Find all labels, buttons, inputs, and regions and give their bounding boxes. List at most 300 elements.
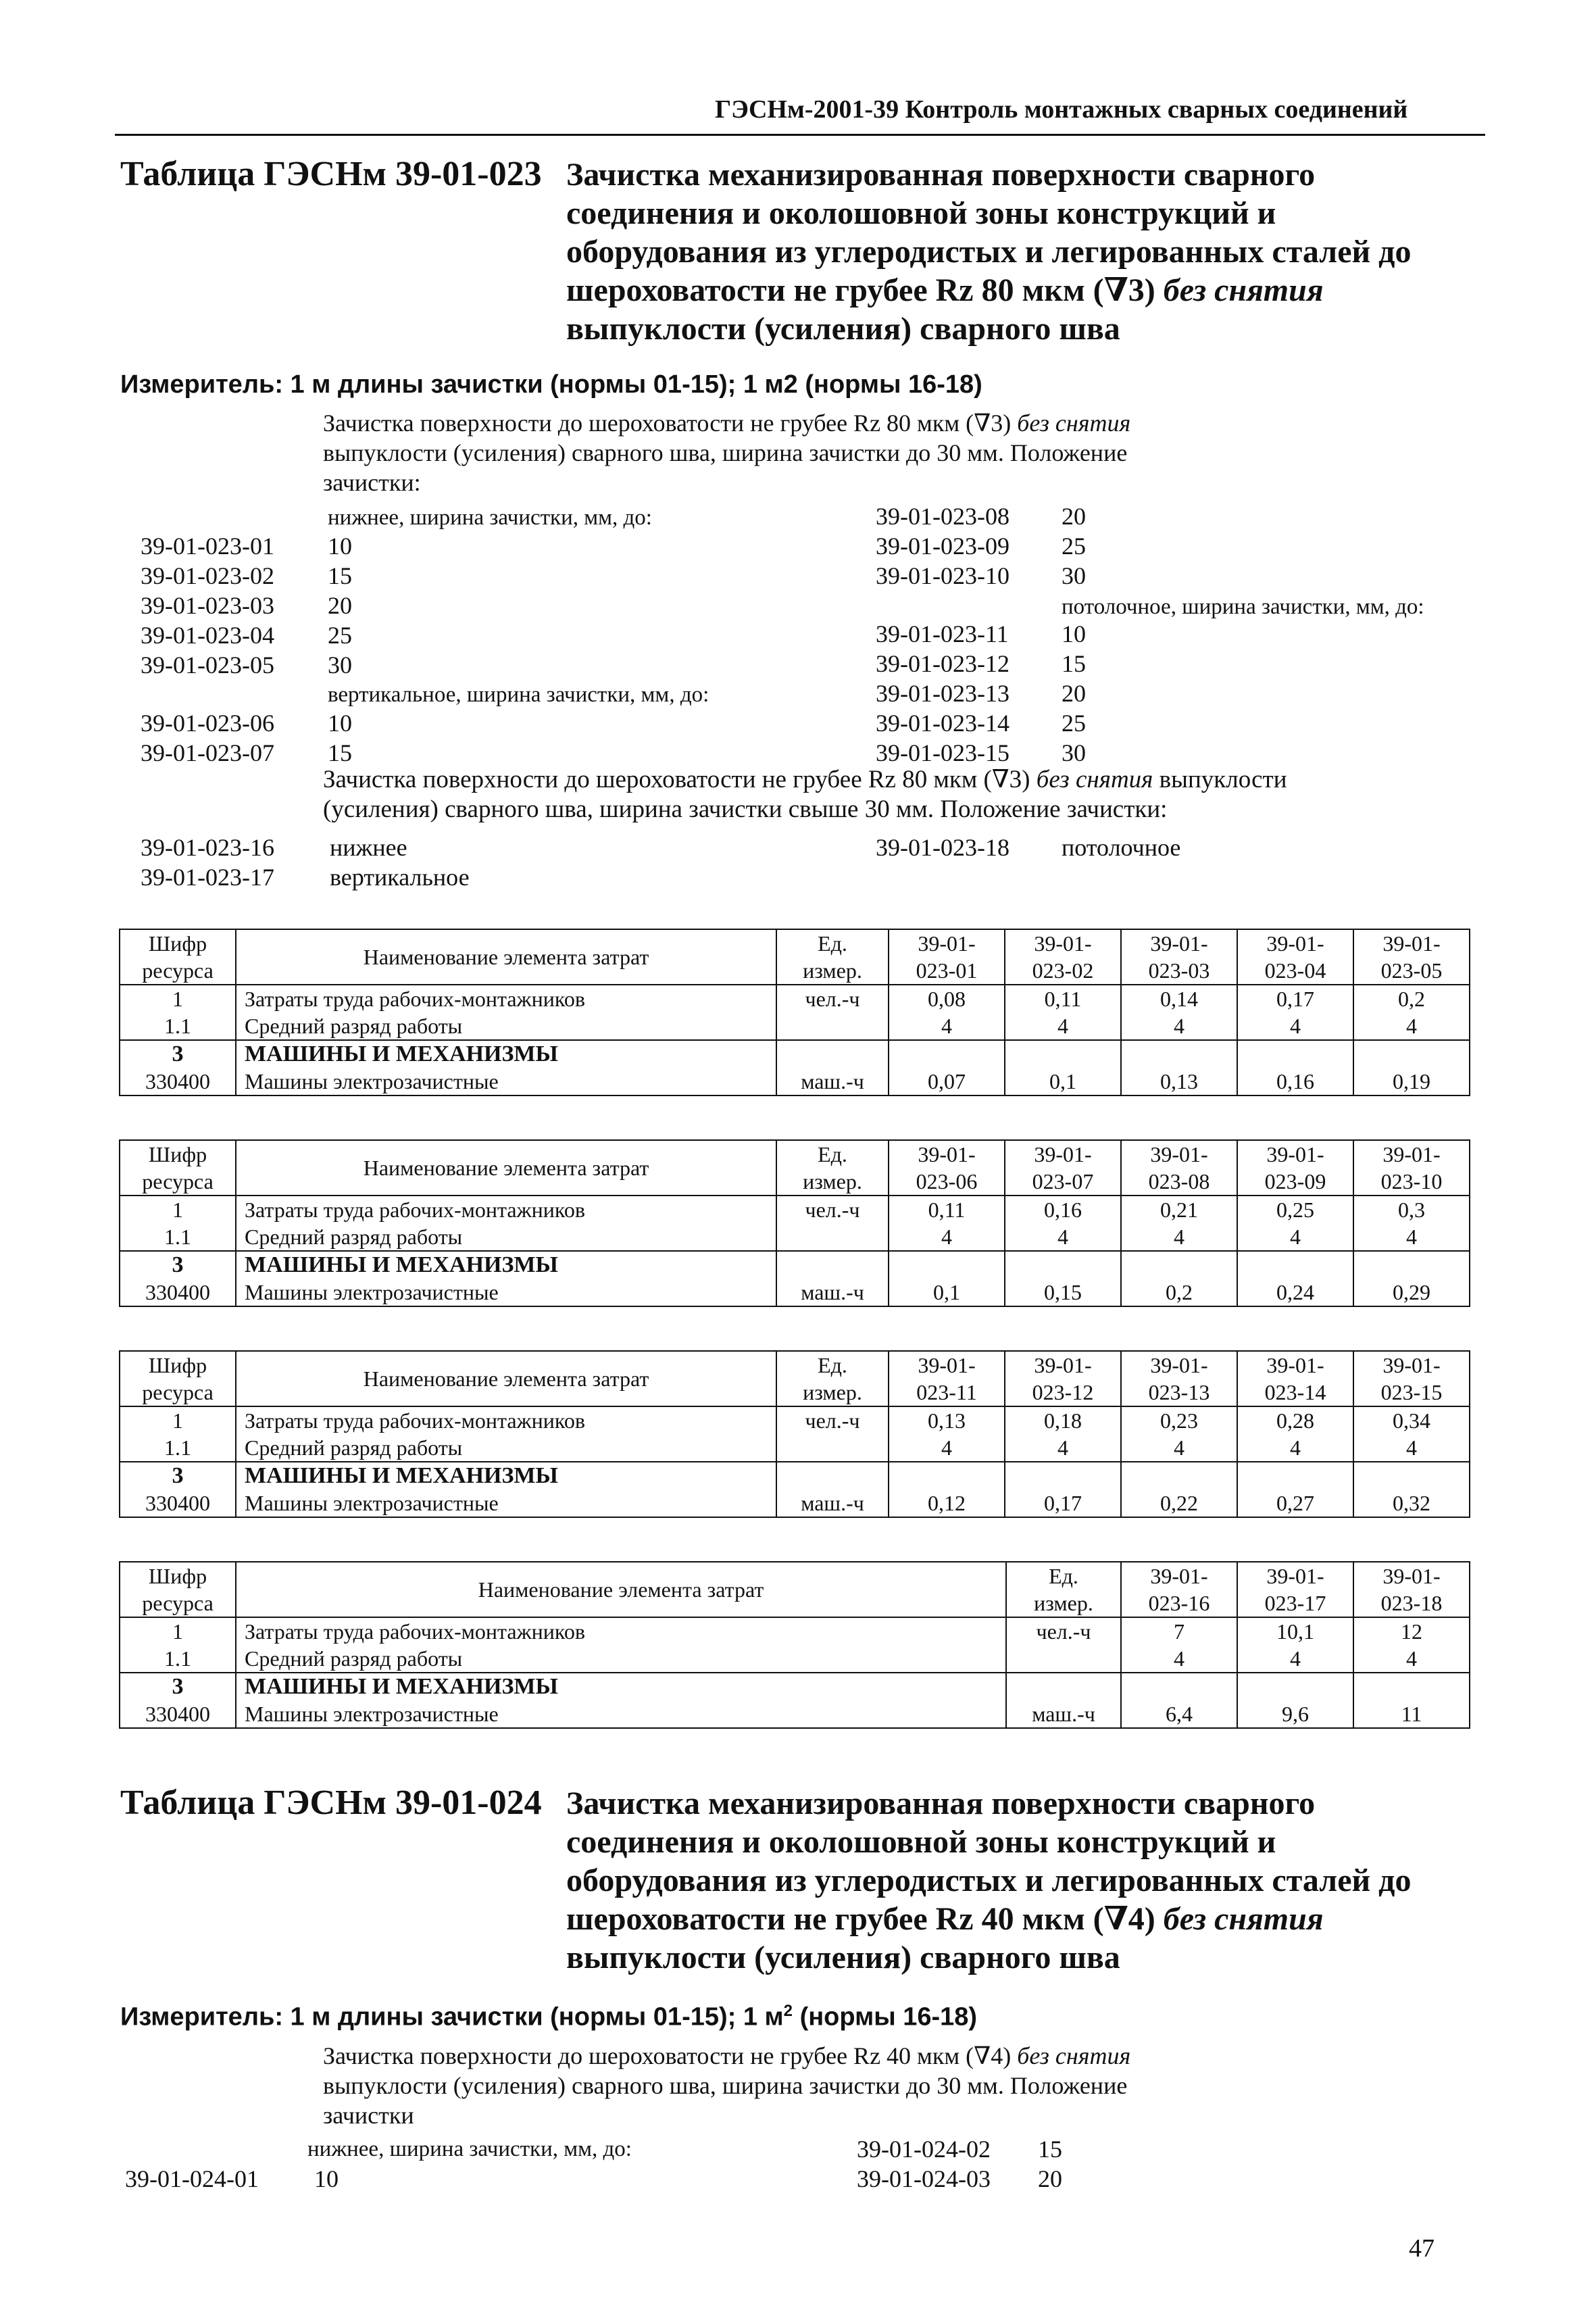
table-cell: 4 (1237, 1434, 1353, 1462)
table-cell (1353, 1040, 1470, 1068)
table-cell (1353, 1673, 1470, 1700)
table-cell: 0,24 (1237, 1279, 1353, 1306)
row-code: 330400 (120, 1279, 236, 1306)
title-line: Зачистка механизированная поверхности сварного (566, 157, 1316, 193)
row-name: МАШИНЫ И МЕХАНИЗМЫ (236, 1040, 776, 1068)
intro-italic: без снятия (1017, 410, 1131, 437)
header-cell: Шифр (120, 1562, 236, 1590)
para-line: (усиления) сварного шва, ширина зачистки свыше 30 мм. Положение зачистки: (323, 795, 1168, 823)
row-unit (776, 1012, 889, 1040)
table-cell: 0,11 (1005, 985, 1121, 1012)
norm-value: 15 (328, 739, 352, 766)
table-row (120, 1645, 1470, 1673)
resource-table-1 (119, 929, 1470, 1096)
para-text: Зачистка поверхности до шероховатости не грубее Rz 80 мкм (∇3) (323, 766, 1037, 793)
title-line: оборудования из углеродистых и легированных сталей до (566, 234, 1412, 270)
header-cell: ресурса (120, 1379, 236, 1406)
intro-text: Зачистка поверхности до шероховатости не грубее Rz 80 мкм (∇3) (323, 410, 1018, 437)
list-item (876, 531, 1086, 561)
header-cell: Наименование элемента затрат (236, 1140, 776, 1196)
table-cell: 0,07 (889, 1068, 1005, 1096)
table-cell: 0,23 (1121, 1406, 1237, 1434)
row-code: 330400 (120, 1068, 236, 1096)
table-cell: 6,4 (1121, 1700, 1237, 1728)
intro-line: зачистки: (323, 469, 421, 496)
right-list-024 (857, 2134, 1062, 2194)
row-unit (776, 1040, 889, 1068)
table-cell: 12 (1353, 1617, 1470, 1645)
header-cell: Шифр (120, 929, 236, 957)
norm-code: 39-01-023-03 (141, 592, 274, 619)
header-cell: 39-01- (889, 1140, 1005, 1168)
measure-text: (нормы 16-18) (793, 2002, 978, 2032)
header-cell: 023-05 (1353, 957, 1470, 985)
title-line: соединения и околошовной зоны конструкций и (566, 195, 1276, 231)
norm-value: 10 (328, 533, 352, 560)
norm-value: 30 (1062, 739, 1086, 766)
table-cell: 4 (1353, 1434, 1470, 1462)
intro-line (323, 2041, 1130, 2071)
table-label-023: Таблица ГЭСНм 39-01-023 (120, 155, 542, 193)
row-name: Машины электрозачистные (236, 1068, 776, 1096)
table-cell: 0,13 (1121, 1068, 1237, 1096)
header-cell: 023-16 (1121, 1590, 1237, 1617)
position-list (141, 833, 470, 892)
table-cell: 10,1 (1237, 1617, 1353, 1645)
table-row (120, 1462, 1470, 1490)
running-header: ГЭСНм-2001-39 Контроль монтажных сварных соединений (715, 95, 1408, 124)
table-row (120, 1434, 1470, 1462)
norm-code: 39-01-023-04 (141, 622, 274, 649)
row-unit: маш.-ч (776, 1490, 889, 1517)
header-cell: ресурса (120, 1168, 236, 1196)
row-code: 1.1 (120, 1223, 236, 1251)
title-line (566, 1900, 1411, 1938)
norm-code: 39-01-023-02 (141, 562, 274, 589)
section-title-023 (566, 155, 1411, 348)
left-list-2 (141, 708, 352, 768)
norm-value: 20 (1062, 680, 1086, 707)
norm-code: 39-01-023-18 (876, 834, 1009, 861)
row-name: Средний разряд работы (236, 1645, 1006, 1673)
header-cell: 023-08 (1121, 1168, 1237, 1196)
list-item (125, 2164, 339, 2194)
norm-value: 15 (1062, 650, 1086, 677)
table-row (120, 1279, 1470, 1306)
header-cell: 023-13 (1121, 1379, 1237, 1406)
norm-value: нижнее (330, 834, 407, 861)
para-text: выпуклости (1153, 766, 1287, 793)
row-name: МАШИНЫ И МЕХАНИЗМЫ (236, 1673, 1006, 1700)
table-cell: 0,18 (1005, 1406, 1121, 1434)
list-item (141, 531, 352, 561)
norm-code: 39-01-023-11 (876, 620, 1009, 647)
list-item (141, 862, 470, 892)
table-cell: 11 (1353, 1700, 1470, 1728)
row-name: Средний разряд работы (236, 1223, 776, 1251)
norm-code: 39-01-023-13 (876, 680, 1009, 707)
table-row (120, 1223, 1470, 1251)
row-unit (1006, 1645, 1121, 1673)
table-cell (1353, 1251, 1470, 1279)
header-cell: 023-07 (1005, 1168, 1121, 1196)
table-cell: 0,29 (1353, 1279, 1470, 1306)
table-row (120, 1068, 1470, 1096)
table-cell (889, 1462, 1005, 1490)
row-unit: маш.-ч (776, 1068, 889, 1096)
table-cell (1121, 1462, 1237, 1490)
table-cell (889, 1251, 1005, 1279)
norm-code: 39-01-023-17 (141, 864, 274, 891)
table-cell: 0,27 (1237, 1490, 1353, 1517)
table-cell (1005, 1251, 1121, 1279)
norm-code: 39-01-023-15 (876, 739, 1009, 766)
norm-value: 30 (328, 651, 352, 679)
list-item (141, 833, 470, 862)
table-cell: 0,1 (1005, 1068, 1121, 1096)
header-cell: 39-01- (889, 1351, 1005, 1379)
page-number: 47 (1409, 2234, 1435, 2263)
row-unit: чел.-ч (776, 1196, 889, 1223)
table-cell (1237, 1040, 1353, 1068)
list-item (141, 650, 352, 680)
para-line (323, 765, 1287, 795)
header-cell: 023-09 (1237, 1168, 1353, 1196)
title-italic: без снятия (1163, 272, 1324, 308)
norm-value: вертикальное (330, 864, 470, 891)
row-unit (1006, 1673, 1121, 1700)
list-item (876, 619, 1086, 649)
table-row (120, 1406, 1470, 1434)
header-cell: 023-17 (1237, 1590, 1353, 1617)
norm-value: 20 (328, 592, 352, 619)
row-name: Затраты труда рабочих-монтажников (236, 1617, 1006, 1645)
table-label-024: Таблица ГЭСНм 39-01-024 (120, 1783, 542, 1822)
intro-paragraph-023 (323, 408, 1130, 497)
norm-code: 39-01-023-06 (141, 710, 274, 737)
row-name: Затраты труда рабочих-монтажников (236, 1196, 776, 1223)
table-row (120, 1040, 1470, 1068)
header-cell: 39-01- (1005, 929, 1121, 957)
row-unit: чел.-ч (776, 1406, 889, 1434)
row-name: Средний разряд работы (236, 1434, 776, 1462)
table-cell (1237, 1673, 1353, 1700)
table-cell: 0,32 (1353, 1490, 1470, 1517)
table-cell: 7 (1121, 1617, 1237, 1645)
table-cell: 4 (1121, 1223, 1237, 1251)
norm-value: 30 (1062, 562, 1086, 589)
table-cell: 4 (1121, 1012, 1237, 1040)
header-cell: ресурса (120, 1590, 236, 1617)
list-item (876, 561, 1086, 591)
list-item (141, 591, 352, 620)
row-unit: маш.-ч (776, 1279, 889, 1306)
header-cell: 023-10 (1353, 1168, 1470, 1196)
table-cell (1005, 1462, 1121, 1490)
row-unit: чел.-ч (776, 985, 889, 1012)
header-cell: 023-04 (1237, 957, 1353, 985)
table-cell: 4 (889, 1012, 1005, 1040)
table-cell: 4 (1353, 1012, 1470, 1040)
table-cell: 0,2 (1121, 1279, 1237, 1306)
table-cell: 4 (1353, 1645, 1470, 1673)
row-code: 3 (120, 1040, 236, 1068)
norm-value: 20 (1038, 2165, 1062, 2192)
table-cell: 0,17 (1237, 985, 1353, 1012)
row-name: Затраты труда рабочих-монтажников (236, 1406, 776, 1434)
title-line: выпуклости (усиления) сварного шва (566, 311, 1120, 347)
intro-line: выпуклости (усиления) сварного шва, ширина зачистки до 30 мм. Положение (323, 2072, 1128, 2099)
table-row (120, 1700, 1470, 1728)
row-code: 1.1 (120, 1645, 236, 1673)
norm-value: 20 (1062, 503, 1086, 530)
row-code: 1 (120, 1406, 236, 1434)
header-cell: 39-01- (1237, 1562, 1353, 1590)
right-list-2 (876, 619, 1086, 768)
header-cell: измер. (776, 1379, 889, 1406)
table-cell: 4 (889, 1434, 1005, 1462)
header-cell: 39-01- (1121, 1351, 1237, 1379)
header-cell: 39-01- (1005, 1140, 1121, 1168)
row-code: 1 (120, 1196, 236, 1223)
row-unit (776, 1251, 889, 1279)
norm-code: 39-01-023-16 (141, 834, 274, 861)
header-cell: 023-18 (1353, 1590, 1470, 1617)
norm-code: 39-01-023-12 (876, 650, 1009, 677)
title-text: шероховатости не грубее Rz 80 мкм (∇3) (566, 272, 1164, 308)
resource-table-4 (119, 1561, 1470, 1729)
list-heading: нижнее, ширина зачистки, мм, до: (307, 2137, 632, 2161)
norm-code: 39-01-023-09 (876, 533, 1009, 560)
table-cell: 4 (1237, 1223, 1353, 1251)
row-name: МАШИНЫ И МЕХАНИЗМЫ (236, 1462, 776, 1490)
row-code: 3 (120, 1251, 236, 1279)
title-line (566, 271, 1411, 310)
table-cell: 0,19 (1353, 1068, 1470, 1096)
table-cell: 0,21 (1121, 1196, 1237, 1223)
header-cell: 39-01- (1353, 1351, 1470, 1379)
header-cell: Наименование элемента затрат (236, 1351, 776, 1406)
header-cell: Ед. (776, 1140, 889, 1168)
title-text: шероховатости не грубее Rz 40 мкм (∇4) (566, 1901, 1164, 1937)
row-code: 330400 (120, 1490, 236, 1517)
norm-code: 39-01-023-10 (876, 562, 1009, 589)
norm-value: 25 (328, 622, 352, 649)
row-name: Средний разряд работы (236, 1012, 776, 1040)
row-code: 1 (120, 1617, 236, 1645)
norm-code: 39-01-023-05 (141, 651, 274, 679)
norm-code: 39-01-023-08 (876, 503, 1009, 530)
table-cell: 4 (1237, 1645, 1353, 1673)
row-unit: чел.-ч (1006, 1617, 1121, 1645)
intro-line: выпуклости (усиления) сварного шва, ширина зачистки до 30 мм. Положение (323, 439, 1128, 466)
table-cell: 0,14 (1121, 985, 1237, 1012)
list-item (876, 501, 1086, 531)
list-item (141, 738, 352, 768)
row-unit (776, 1462, 889, 1490)
table-cell (1121, 1040, 1237, 1068)
header-cell: 023-15 (1353, 1379, 1470, 1406)
measure-sup: 2 (783, 2002, 793, 2020)
list-item (876, 679, 1086, 708)
norm-code: 39-01-024-01 (125, 2165, 259, 2192)
right-list (876, 501, 1086, 591)
row-code: 330400 (120, 1700, 236, 1728)
intro-line: зачистки (323, 2102, 414, 2129)
list-item (876, 833, 1180, 862)
row-code: 1.1 (120, 1012, 236, 1040)
table-row (120, 1673, 1470, 1700)
row-unit: маш.-ч (1006, 1700, 1121, 1728)
table-cell: 4 (1121, 1645, 1237, 1673)
table-cell (1121, 1673, 1237, 1700)
header-cell: 39-01- (1237, 929, 1353, 957)
table-cell: 0,28 (1237, 1406, 1353, 1434)
table-cell: 4 (1237, 1012, 1353, 1040)
table-cell (1353, 1462, 1470, 1490)
table-cell: 9,6 (1237, 1700, 1353, 1728)
table-cell: 0,3 (1353, 1196, 1470, 1223)
row-name: Машины электрозачистные (236, 1279, 776, 1306)
table-cell: 4 (1121, 1434, 1237, 1462)
table-cell: 4 (1005, 1223, 1121, 1251)
table-cell: 0,13 (889, 1406, 1005, 1434)
norm-value: 10 (1062, 620, 1086, 647)
row-code: 3 (120, 1673, 236, 1700)
header-cell: ресурса (120, 957, 236, 985)
row-name: Машины электрозачистные (236, 1700, 1006, 1728)
intro-italic: без снятия (1017, 2042, 1131, 2069)
table-cell (1005, 1040, 1121, 1068)
measure-line-024 (120, 2002, 977, 2032)
table-cell: 0,16 (1237, 1068, 1353, 1096)
table-cell: 0,08 (889, 985, 1005, 1012)
header-cell: Шифр (120, 1140, 236, 1168)
list-item (141, 561, 352, 591)
table-cell: 4 (1005, 1434, 1121, 1462)
header-cell: 023-11 (889, 1379, 1005, 1406)
resource-table-2 (119, 1139, 1470, 1307)
list-item (876, 649, 1086, 679)
header-cell: 39-01- (1237, 1140, 1353, 1168)
list-item (857, 2164, 1062, 2194)
list-heading: потолочное, ширина зачистки, мм, до: (1062, 595, 1424, 619)
norm-code: 39-01-023-14 (876, 710, 1009, 737)
header-cell: 39-01- (1005, 1351, 1121, 1379)
title-line: Зачистка механизированная поверхности сварного (566, 1786, 1316, 1821)
norm-value: потолочное (1062, 834, 1181, 861)
list-item (141, 708, 352, 738)
norm-code: 39-01-024-02 (857, 2136, 991, 2163)
intro-text: Зачистка поверхности до шероховатости не грубее Rz 40 мкм (∇4) (323, 2042, 1018, 2069)
measure-text: Измеритель: 1 м длины зачистки (нормы 01-15); 1 м (120, 2002, 784, 2032)
table-cell: 0,34 (1353, 1406, 1470, 1434)
table-cell: 0,11 (889, 1196, 1005, 1223)
table-cell (1121, 1251, 1237, 1279)
header-cell: 39-01- (1121, 1562, 1237, 1590)
row-name: Машины электрозачистные (236, 1490, 776, 1517)
header-cell: 023-03 (1121, 957, 1237, 985)
row-code: 3 (120, 1462, 236, 1490)
norm-value: 10 (314, 2165, 339, 2192)
table-cell (889, 1040, 1005, 1068)
row-unit (776, 1223, 889, 1251)
table-cell: 0,17 (1005, 1490, 1121, 1517)
header-cell: Ед. (776, 929, 889, 957)
measure-line-023: Измеритель: 1 м длины зачистки (нормы 01-15); 1 м2 (нормы 16-18) (120, 370, 982, 399)
section-title-024 (566, 1784, 1411, 1977)
header-cell: 39-01- (1237, 1351, 1353, 1379)
row-code: 1.1 (120, 1434, 236, 1462)
table-row (120, 1617, 1470, 1645)
header-cell: Наименование элемента затрат (236, 1562, 1006, 1617)
header-cell: 023-14 (1237, 1379, 1353, 1406)
title-line: оборудования из углеродистых и легированных сталей до (566, 1863, 1412, 1898)
list-item (857, 2134, 1062, 2164)
header-cell: 023-02 (1005, 957, 1121, 985)
title-line: соединения и околошовной зоны конструкций и (566, 1824, 1276, 1860)
table-cell: 0,2 (1353, 985, 1470, 1012)
header-rule (115, 134, 1485, 136)
table-cell: 0,25 (1237, 1196, 1353, 1223)
table-row (120, 1012, 1470, 1040)
header-cell: 39-01- (1121, 1140, 1237, 1168)
norm-code: 39-01-023-01 (141, 533, 274, 560)
table-row (120, 985, 1470, 1012)
norm-value: 10 (328, 710, 352, 737)
header-cell: 023-12 (1005, 1379, 1121, 1406)
header-cell: Наименование элемента затрат (236, 929, 776, 985)
table-cell: 4 (1005, 1012, 1121, 1040)
header-cell: Ед. (1006, 1562, 1121, 1590)
list-heading: нижнее, ширина зачистки, мм, до: (328, 506, 652, 530)
para-italic: без снятия (1036, 766, 1153, 793)
row-name: Затраты труда рабочих-монтажников (236, 985, 776, 1012)
row-code: 1 (120, 985, 236, 1012)
table-cell (1237, 1462, 1353, 1490)
header-cell: 023-01 (889, 957, 1005, 985)
header-cell: 39-01- (1121, 929, 1237, 957)
resource-table-3 (119, 1350, 1470, 1518)
header-cell: 39-01- (889, 929, 1005, 957)
table-cell: 4 (889, 1223, 1005, 1251)
table-cell: 0,12 (889, 1490, 1005, 1517)
list-item (141, 620, 352, 650)
header-cell: 023-06 (889, 1168, 1005, 1196)
header-cell: Ед. (776, 1351, 889, 1379)
norm-value: 25 (1062, 710, 1086, 737)
norm-value: 15 (1038, 2136, 1062, 2163)
header-cell: измер. (1006, 1590, 1121, 1617)
header-cell: 39-01- (1353, 1562, 1470, 1590)
header-cell: 39-01- (1353, 929, 1470, 957)
table-row (120, 1196, 1470, 1223)
norm-value: 15 (328, 562, 352, 589)
title-line: выпуклости (усиления) сварного шва (566, 1940, 1120, 1975)
list-item (876, 708, 1086, 738)
list-heading: вертикальное, ширина зачистки, мм, до: (328, 683, 709, 707)
table-cell: 0,22 (1121, 1490, 1237, 1517)
norm-value: 25 (1062, 533, 1086, 560)
table-cell: 0,1 (889, 1279, 1005, 1306)
norm-code: 39-01-024-03 (857, 2165, 991, 2192)
header-cell: Шифр (120, 1351, 236, 1379)
header-cell: измер. (776, 957, 889, 985)
norm-code: 39-01-023-07 (141, 739, 274, 766)
table-cell: 0,15 (1005, 1279, 1121, 1306)
intro-line (323, 408, 1130, 438)
left-list (141, 531, 352, 680)
